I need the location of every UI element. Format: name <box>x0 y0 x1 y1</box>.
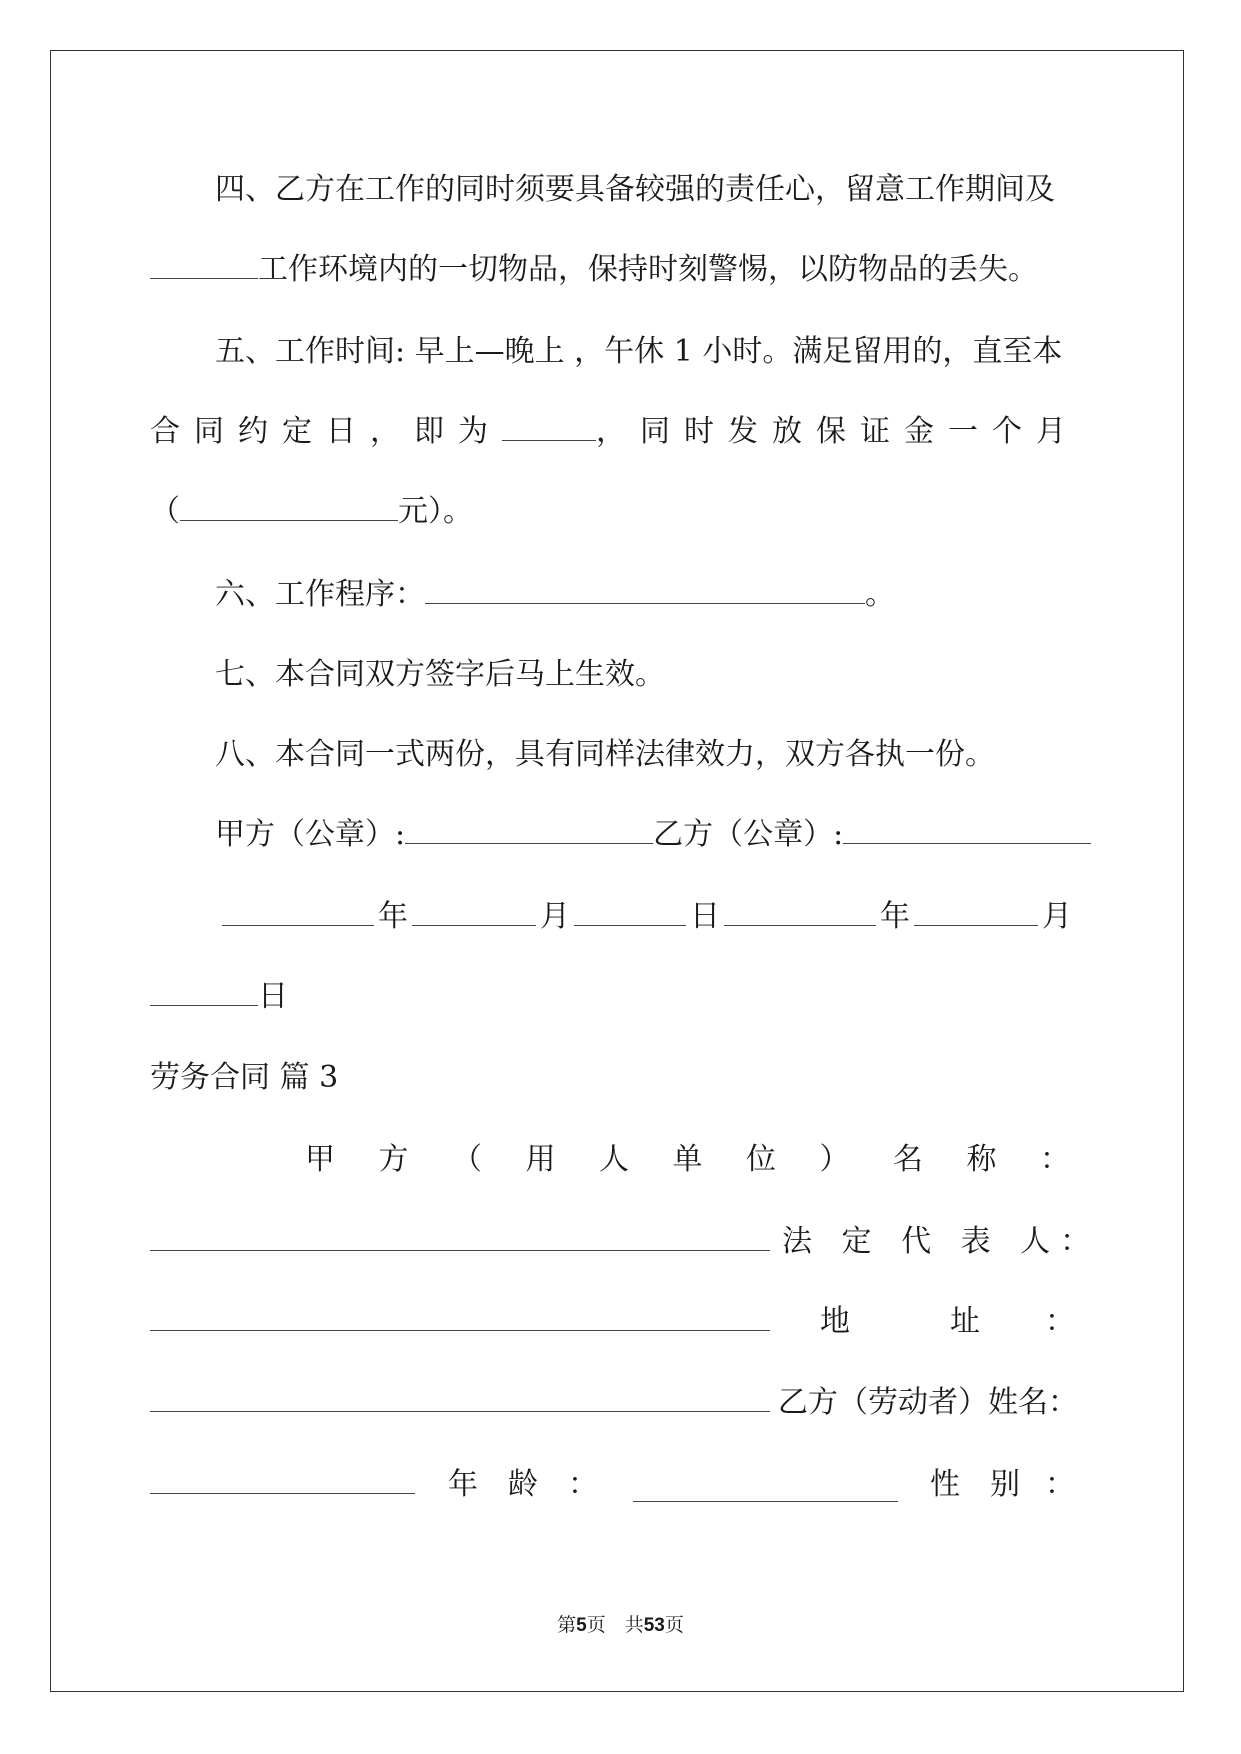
char: 年 <box>448 1467 478 1502</box>
char: 名 <box>893 1142 923 1177</box>
char: 人 <box>599 1142 629 1177</box>
char: 单 <box>672 1142 703 1177</box>
char: 称 <box>966 1142 997 1177</box>
month-a-field[interactable] <box>412 899 536 926</box>
char: 别 <box>990 1467 1020 1502</box>
char: 龄 <box>508 1467 538 1502</box>
age-gender-line <box>150 1465 1075 1505</box>
legal-rep-label: 法 定 代 表 人： <box>782 1224 1101 1259</box>
clause-6 <box>215 575 895 615</box>
legal-rep-line <box>150 1222 1100 1262</box>
char: ： <box>1040 1142 1070 1177</box>
clause-6-text: 六、工作程序： <box>215 577 425 612</box>
char: 甲 <box>305 1142 335 1177</box>
char: 用 <box>525 1142 556 1177</box>
month-label: 月 <box>1042 899 1072 934</box>
party-a-label: 甲方（公章）: <box>215 817 406 852</box>
section-title <box>150 1058 338 1098</box>
date-blank-field[interactable] <box>502 414 596 441</box>
clause-5-text-b: ，同时发放保证金一个月 <box>596 414 1080 449</box>
clause-7 <box>215 655 665 695</box>
year-label: 年 <box>378 899 408 934</box>
char: ： <box>568 1467 598 1502</box>
party-b-seal-field[interactable] <box>843 817 1091 844</box>
char: 位 <box>746 1142 776 1177</box>
day-a-field[interactable] <box>574 899 686 926</box>
amount-blank-field[interactable] <box>180 494 398 521</box>
total-page-number: 53 <box>643 1615 665 1636</box>
month-label: 月 <box>540 899 570 934</box>
worker-name-line <box>150 1383 1078 1423</box>
clause-6-period: 。 <box>865 577 895 612</box>
date-line-cont <box>150 977 288 1017</box>
date-line <box>222 897 1076 937</box>
clause-4-text: 四、乙方在工作的同时须要具备较强的责任心，留意工作期间及 <box>215 172 1055 207</box>
footer-suffix: 页 <box>664 1615 684 1636</box>
procedure-blank-field[interactable] <box>425 577 865 604</box>
clause-5-line-2 <box>150 412 1080 452</box>
char: 地 <box>820 1304 850 1339</box>
char: ： <box>1045 1304 1075 1339</box>
footer-mid: 页 共 <box>586 1615 644 1636</box>
footer-prefix: 第 <box>557 1615 577 1636</box>
clause-8 <box>215 735 995 775</box>
legal-rep-field[interactable] <box>150 1304 770 1331</box>
blank-field[interactable] <box>150 252 258 279</box>
clause-4-text-cont: 工作环境内的一切物品，保持时刻警惕，以防物品的丢失。 <box>258 252 1038 287</box>
clause-5-line-1 <box>215 332 1062 372</box>
party-a-seal-field[interactable] <box>405 817 653 844</box>
year-b-field[interactable] <box>724 899 876 926</box>
clause-7-text: 七、本合同双方签字后马上生效。 <box>215 657 665 692</box>
page-border <box>50 50 1184 1692</box>
clause-5-text: 五、工作时间: 早上—晚上 ，午休 1 小时。满足留用的，直至本 <box>215 334 1063 369</box>
section-3-title: 劳务合同 篇 3 <box>150 1060 339 1095</box>
worker-name-label: 乙方（劳动者）姓名： <box>778 1385 1078 1420</box>
char: ） <box>819 1142 850 1177</box>
address-field[interactable] <box>150 1385 770 1412</box>
day-b-field[interactable] <box>150 979 258 1006</box>
party-b-label: 乙方（公章）: <box>653 817 844 852</box>
clause-8-text: 八、本合同一式两份，具有同样法律效力，双方各执一份。 <box>215 737 995 772</box>
signature-line <box>215 815 1091 855</box>
month-b-field[interactable] <box>914 899 1038 926</box>
clause-4-line-2 <box>150 250 1038 290</box>
day-label: 日 <box>258 979 288 1014</box>
char: 性 <box>930 1467 960 1502</box>
clause-5-text-a: 合同约定日，即为 <box>150 414 502 449</box>
year-label: 年 <box>880 899 910 934</box>
year-a-field[interactable] <box>222 899 374 926</box>
page-footer <box>0 1610 1241 1637</box>
clause-5-text-c: 元）。 <box>398 494 473 529</box>
worker-name-field[interactable] <box>150 1467 415 1494</box>
char: （ <box>452 1142 482 1177</box>
address-line <box>150 1302 1075 1342</box>
clause-4-line-1 <box>215 170 1055 210</box>
char: 方 <box>378 1142 409 1177</box>
employer-name-line <box>305 1140 1070 1180</box>
day-label: 日 <box>690 899 720 934</box>
char: 址 <box>950 1304 980 1339</box>
clause-5-line-3 <box>150 492 473 532</box>
char: ： <box>1045 1467 1075 1502</box>
current-page-number: 5 <box>576 1615 587 1636</box>
employer-name-field[interactable] <box>150 1224 770 1251</box>
age-field[interactable] <box>633 1475 898 1502</box>
paren-open: （ <box>150 494 180 529</box>
